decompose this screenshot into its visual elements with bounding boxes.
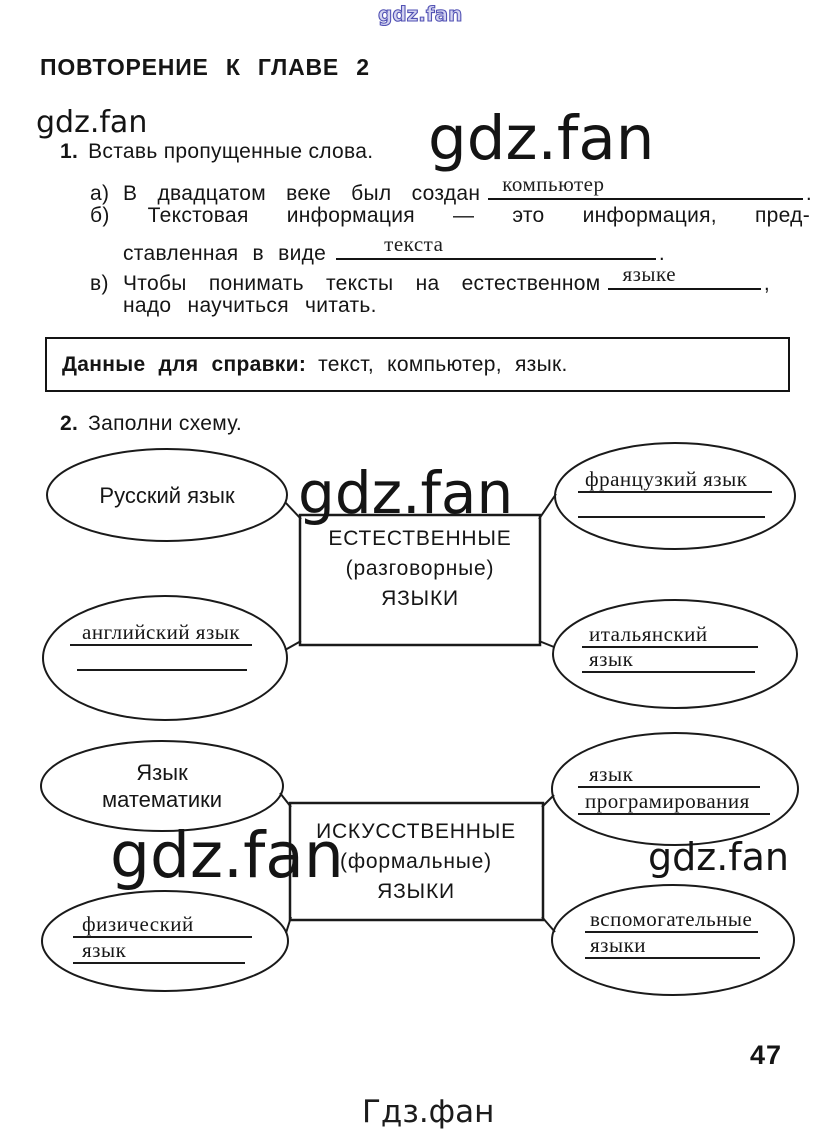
connector-tr (539, 494, 556, 519)
task1-title (60, 140, 373, 164)
answer-physics-2: язык (82, 938, 127, 962)
watermark-task1: gdz.fan (428, 103, 655, 174)
item-a-punct: . (805, 182, 812, 205)
answer-physics-1: физический (82, 912, 194, 936)
center-line-1: ИСКУССТВЕННЫЕ (316, 820, 516, 843)
reference-label: Данные для справки: (62, 352, 307, 376)
task1-item-v-line1 (90, 264, 770, 296)
task1-title-text: Вставь пропущенные слова. (88, 140, 374, 163)
task2-title (60, 412, 242, 436)
footer-brand: Гдз.фан (362, 1094, 495, 1130)
item-b-punct: . (658, 242, 665, 265)
item-v-blank-line (608, 264, 760, 290)
reference-data-box (45, 337, 790, 392)
task1-item-a (90, 174, 812, 206)
center-line-3: ЯЗЫКИ (381, 587, 459, 610)
task1-item-b-line1: б) Текстовая информация — это информация, пред- (90, 204, 810, 227)
task2-number: 2. (60, 412, 79, 435)
label-math-1: Язык (136, 760, 188, 785)
task1-item-v-line2: надо научиться читать. (123, 294, 377, 317)
connector-tl (280, 793, 291, 807)
item-a-text: В двадцатом веке был создан (123, 182, 481, 205)
item-b-blank-line (336, 234, 656, 260)
connector-bl (286, 917, 291, 933)
answer-italian-2: язык (589, 647, 634, 671)
page-number: 47 (750, 1040, 783, 1070)
answer-programming-2: програмирования (585, 789, 750, 813)
center-line-1: ЕСТЕСТВЕННЫЕ (328, 527, 512, 550)
watermark-left: gdz.fan (36, 105, 148, 140)
answer-italian-1: итальянский (589, 622, 708, 646)
label-russian: Русский язык (99, 483, 235, 508)
task1-item-b-line2 (123, 234, 665, 266)
connector-br (542, 917, 555, 932)
connector-tr (542, 795, 554, 807)
item-a-blank-line (488, 174, 803, 200)
item-b-text: ставленная в виде (123, 242, 327, 265)
ellipse-french (555, 443, 795, 549)
item-b-answer: текста (384, 232, 444, 256)
task2-title-text: Заполни схему. (88, 412, 243, 435)
answer-auxiliary-2: языки (590, 933, 647, 957)
reference-values: текст, компьютер, язык. (318, 352, 568, 376)
center-line-3: ЯЗЫКИ (377, 880, 455, 903)
item-v-letter: в) (90, 272, 109, 295)
ellipse-english (43, 596, 287, 720)
center-line-2: (формальные) (340, 850, 492, 873)
answer-programming-1: язык (589, 762, 634, 786)
answer-english: английский язык (82, 620, 241, 644)
item-a-answer: компьютер (502, 172, 605, 196)
task1-number: 1. (60, 140, 79, 163)
answer-auxiliary-1: вспомогательные (590, 907, 753, 931)
center-line-2: (разговорные) (345, 557, 495, 580)
item-a-letter: а) (90, 182, 110, 205)
answer-french: французкий язык (585, 467, 748, 491)
item-v-punct: , (763, 272, 770, 295)
page-title: ПОВТОРЕНИЕ К ГЛАВЕ 2 (40, 54, 370, 80)
ellipse-physics (42, 891, 288, 991)
watermark-diagram2-left: gdz.fan (110, 819, 344, 892)
watermark-top: gdz.fan (378, 2, 463, 26)
ellipse-math (41, 741, 283, 831)
label-math-2: математики (101, 787, 223, 812)
connector-bl (285, 641, 301, 650)
watermark-diagram2-right: gdz.fan (648, 835, 790, 879)
item-v-text: Чтобы понимать тексты на естественном (123, 272, 601, 295)
ellipse-auxiliary (552, 885, 794, 995)
item-v-answer: языке (622, 262, 677, 286)
watermark-diagram1: gdz.fan (298, 459, 514, 527)
